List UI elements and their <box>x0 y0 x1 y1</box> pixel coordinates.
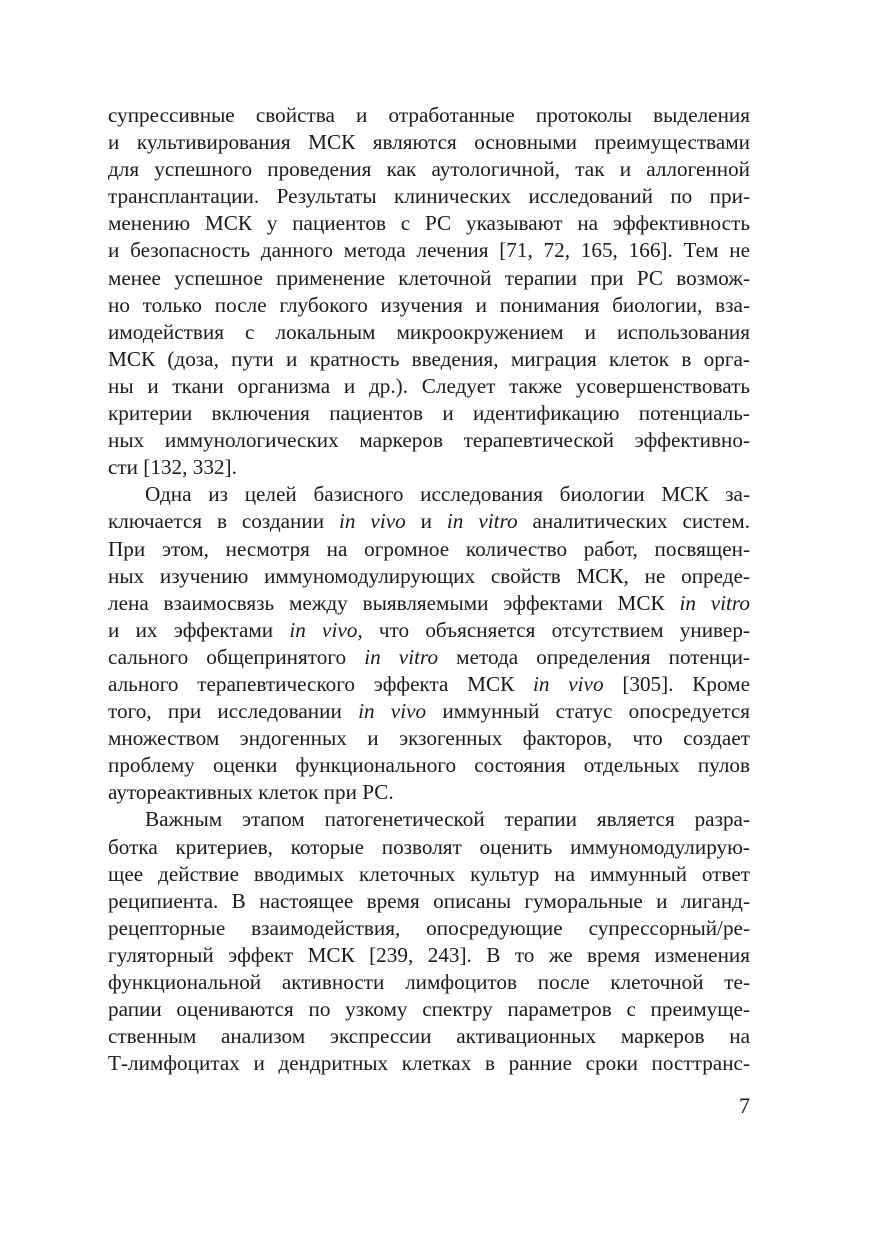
page-number: 7 <box>739 1093 750 1118</box>
text-segment: рапии оцениваются по узкому спектру параметров с преимуще- <box>108 997 750 1022</box>
text-segment: ального терапевтического эффекта МСК <box>108 671 534 696</box>
text-line <box>108 942 750 969</box>
text-line <box>108 427 750 454</box>
text-segment: Важным этапом патогенетической терапии является разра- <box>145 807 750 832</box>
text-segment: критерии включения пациентов и идентификацию потенциаль- <box>108 401 750 426</box>
text-line <box>108 590 750 617</box>
text-line <box>108 536 750 563</box>
italic-term: in vivo, <box>289 617 363 642</box>
text-line <box>108 237 750 264</box>
text-segment: ны и ткани организма и др.). Следует также усовершенствовать <box>108 373 750 398</box>
text-segment: и безопасность данного метода лечения [71, 72, 165, 166]. Тем не <box>108 238 750 263</box>
text-line <box>108 779 750 806</box>
text-line <box>108 563 750 590</box>
text-segment: сального общепринятого <box>108 644 365 669</box>
italic-term: in vitro <box>679 590 750 615</box>
text-segment: что объясняется отсутствием универ- <box>362 617 750 642</box>
text-segment: функциональной активности лимфоцитов после клеточной те- <box>108 970 750 994</box>
text-line <box>108 400 750 427</box>
text-segment: супрессивные свойства и отработанные протоколы выделения <box>108 103 750 127</box>
text-line <box>108 156 750 183</box>
text-segment: лена взаимосвязь между выявляемыми эффектами МСК <box>108 590 680 615</box>
text-line <box>108 834 750 861</box>
text-line <box>108 969 750 996</box>
italic-term: in vitro <box>446 509 518 534</box>
text-segment: Т-лимфоцитах и дендритных клетках в ранние сроки посттранс- <box>108 1051 750 1076</box>
text-line <box>108 888 750 915</box>
italic-term: in vitro <box>364 644 439 669</box>
text-segment: и <box>405 509 447 534</box>
text-segment: трансплантации. Результаты клинических исследований по при- <box>108 184 750 209</box>
text-segment: имодействия с локальным микроокружением и использования <box>108 319 750 344</box>
text-segment: менее успешное применение клеточной терапии при РС возмож- <box>108 265 750 290</box>
text-segment: щее действие вводимых клеточных культур на иммунный ответ <box>108 861 750 886</box>
text-line <box>108 996 750 1023</box>
text-line <box>108 644 750 671</box>
text-segment: Одна из целей базисного исследования биологии МСК за- <box>145 482 750 507</box>
italic-term: in vivo <box>339 509 406 534</box>
text-segment: для успешного проведения как аутологичной, так и аллогенной <box>108 157 750 182</box>
page-body <box>108 102 750 1077</box>
paragraph <box>108 102 750 481</box>
text-line <box>108 1050 750 1077</box>
text-segment: рецепторные взаимодействия, опосредующие супрессорный/ре- <box>108 915 750 940</box>
text-segment: иммунный статус опосредуется <box>426 699 750 724</box>
text-segment: менению МСК у пациентов с РС указывают на эффективность <box>108 211 750 236</box>
text-segment: аналитических систем. <box>517 509 750 534</box>
text-line <box>108 806 750 833</box>
text-line <box>108 1023 750 1050</box>
text-line <box>108 752 750 779</box>
text-segment: и культивирования МСК являются основными преимуществами <box>108 130 750 155</box>
text-line <box>108 210 750 237</box>
italic-term: in vivo <box>358 699 427 724</box>
text-segment: сти [132, 332]. <box>108 455 237 480</box>
text-segment: гуляторный эффект МСК [239, 243]. В то же время изменения <box>108 942 750 967</box>
text-line <box>108 508 750 535</box>
paragraph <box>108 806 750 1077</box>
text-segment: множеством эндогенных и экзогенных факторов, что создает <box>108 726 750 751</box>
text-segment: [305]. Кроме <box>603 671 750 696</box>
text-segment: реципиента. В настоящее время описаны гуморальные и лиганд- <box>108 888 750 913</box>
text-segment: аутореактивных клеток при РС. <box>108 780 394 805</box>
text-line <box>108 454 750 481</box>
text-line <box>108 129 750 156</box>
text-line <box>108 319 750 346</box>
paragraph <box>108 481 750 806</box>
text-line <box>108 915 750 942</box>
text-segment: но только после глубокого изучения и понимания биологии, вза- <box>108 292 750 317</box>
text-line <box>108 102 750 129</box>
text-line <box>108 861 750 888</box>
text-segment: проблему оценки функционального состояния отдельных пулов <box>108 753 750 778</box>
text-line <box>108 698 750 725</box>
text-line <box>108 346 750 373</box>
text-line <box>108 617 750 644</box>
text-segment: МСК (доза, пути и кратность введения, миграция клеток в орга- <box>108 346 750 371</box>
text-segment: и их эффектами <box>108 617 290 642</box>
text-line <box>108 265 750 292</box>
text-segment: ботка критериев, которые позволят оценить иммуномодулирую- <box>108 834 750 859</box>
text-line <box>108 373 750 400</box>
text-line <box>108 292 750 319</box>
text-line <box>108 725 750 752</box>
italic-term: in vivo <box>533 671 604 696</box>
text-segment: ключается в создании <box>108 509 339 534</box>
text-segment: ных изучению иммуномодулирующих свойств МСК, не опреде- <box>108 563 750 588</box>
text-segment: ных иммунологических маркеров терапевтической эффективно- <box>108 428 750 453</box>
text-segment: того, при исследовании <box>108 699 359 724</box>
text-segment: ственным анализом экспрессии активационных маркеров на <box>108 1024 750 1049</box>
text-line <box>108 671 750 698</box>
text-line <box>108 183 750 210</box>
text-line <box>108 481 750 508</box>
text-segment: метода определения потенци- <box>438 644 750 669</box>
text-segment: При этом, несмотря на огромное количество работ, посвящен- <box>108 536 750 561</box>
